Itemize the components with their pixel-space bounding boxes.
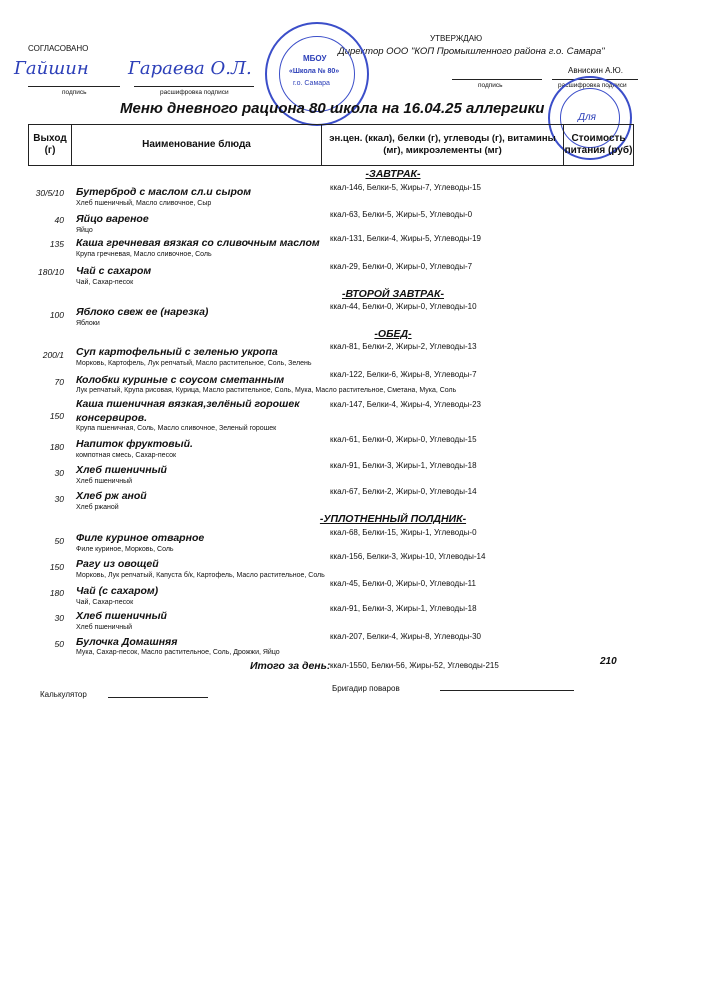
row-dish-name: Чай (с сахаром) xyxy=(76,585,159,597)
signature-line-1 xyxy=(28,86,120,87)
row-dish-name: Хлеб пшеничный xyxy=(76,464,167,476)
row-output: 30 xyxy=(54,494,64,504)
row-dish-name: Хлеб пшеничный xyxy=(76,610,167,622)
row-dish-name: Филе куриное отварное xyxy=(76,532,205,544)
row-ingredients: Лук репчатый, Крупа рисовая, Курица, Масло растительное, Соль, Мука, Масло растительное, Сметана, Мука, Соль xyxy=(76,387,457,394)
director-title: Директор ООО "КОП Промышленного района г.о. Самара" xyxy=(338,46,605,57)
row-output: 50 xyxy=(54,536,64,546)
total-nutrition: ккал-1550, Белки-56, Жиры-52, Углеводы-215 xyxy=(330,661,499,670)
sig-caption-4: расшифровка подписи xyxy=(558,82,627,89)
row-dish-name: Яблоко свеж ее (нарезка) xyxy=(76,306,209,318)
row-ingredients: Хлеб пшеничный xyxy=(76,624,133,631)
row-ingredients: Филе куриное, Морковь, Соль xyxy=(76,546,174,553)
row-nutrition: ккал-91, Белки-3, Жиры-1, Углеводы-18 xyxy=(330,604,477,613)
brigadier-label: Бригадир поваров xyxy=(332,684,400,693)
row-dish-name: Чай с сахаром xyxy=(76,265,152,277)
row-ingredients: Мука, Сахар-песок, Масло растительное, Соль, Дрожжи, Яйцо xyxy=(76,649,280,656)
row-dish-name: Напиток фруктовый. xyxy=(76,438,193,450)
row-nutrition: ккал-61, Белки-0, Жиры-0, Углеводы-15 xyxy=(330,435,477,444)
row-output: 30 xyxy=(54,468,64,478)
row-ingredients: Морковь, Лук репчатый, Капуста б/к, Картофель, Масло растительное, Соль xyxy=(76,572,325,579)
row-output: 150 xyxy=(49,411,64,421)
row-output: 180 xyxy=(49,442,64,452)
stamp-text-4: Для xyxy=(578,112,597,123)
page-title: Меню дневного рациона 80 школа на 16.04.25 аллергики xyxy=(120,100,545,117)
row-dish-name: Колобки куриные с соусом сметанным xyxy=(76,374,285,386)
section-lunch: -ОБЕД- xyxy=(374,328,412,340)
column-header-nutrition: эн.цен. (ккал), белки (г), углеводы (г), витамины (мг), микроэлементы (мг) xyxy=(322,124,564,166)
signature-2: Гараева О.Л. xyxy=(128,58,252,79)
row-ingredients: Хлеб пшеничный xyxy=(76,478,133,485)
row-output: 180 xyxy=(49,588,64,598)
stamp-text-3: г.о. Самара xyxy=(293,80,330,87)
row-output: 50 xyxy=(54,639,64,649)
row-ingredients: Морковь, Картофель, Лук репчатый, Масло растительное, Соль, Зелень xyxy=(76,360,312,367)
column-header-name: Наименование блюда xyxy=(72,124,322,166)
row-dish-name: Суп картофельный с зеленью укропа xyxy=(76,346,278,358)
row-nutrition: ккал-122, Белки-6, Жиры-8, Углеводы-7 xyxy=(330,370,477,379)
total-cost: 210 xyxy=(600,656,617,667)
signature-line-3 xyxy=(452,79,542,80)
signature-line-2 xyxy=(134,86,254,87)
row-ingredients: Хлеб ржаной xyxy=(76,504,119,511)
row-ingredients: Крупа гречневая, Масло сливочное, Соль xyxy=(76,251,212,258)
row-output: 135 xyxy=(49,239,64,249)
row-ingredients: Хлеб пшеничный, Масло сливочное, Сыр xyxy=(76,200,212,207)
section-snack: -УПЛОТНЕННЫЙ ПОЛДНИК- xyxy=(319,513,467,525)
row-nutrition: ккал-68, Белки-15, Жиры-1, Углеводы-0 xyxy=(330,528,477,537)
row-nutrition: ккал-91, Белки-3, Жиры-1, Углеводы-18 xyxy=(330,461,477,470)
row-dish-name-continued: консервиров. xyxy=(76,412,148,424)
row-ingredients: Яйцо xyxy=(76,227,93,234)
row-ingredients: Чай, Сахар-песок xyxy=(76,599,134,606)
row-nutrition: ккал-45, Белки-0, Жиры-0, Углеводы-11 xyxy=(330,579,476,588)
row-dish-name: Бутерброд с маслом сл.и сыром xyxy=(76,186,252,198)
row-output: 180/10 xyxy=(38,267,64,277)
row-output: 30 xyxy=(54,613,64,623)
row-dish-name: Каша пшеничная вязкая,зелёный горошек xyxy=(76,398,300,410)
row-output: 70 xyxy=(54,377,64,387)
row-nutrition: ккал-63, Белки-5, Жиры-5, Углеводы-0 xyxy=(330,210,473,219)
director-name: Авнискин А.Ю. xyxy=(568,66,623,75)
row-nutrition: ккал-156, Белки-3, Жиры-10, Углеводы-14 xyxy=(330,552,486,561)
row-output: 150 xyxy=(49,562,64,572)
row-nutrition: ккал-44, Белки-0, Жиры-0, Углеводы-10 xyxy=(330,302,477,311)
row-nutrition: ккал-81, Белки-2, Жиры-2, Углеводы-13 xyxy=(330,342,477,351)
row-ingredients: Яблоки xyxy=(76,320,100,327)
section-breakfast: -ЗАВТРАК- xyxy=(365,168,421,180)
row-output: 30/5/10 xyxy=(35,188,64,198)
row-ingredients: Чай, Сахар-песок xyxy=(76,279,134,286)
sig-caption-1: подпись xyxy=(62,89,87,96)
row-ingredients: Крупа пшеничная, Соль, Масло сливочное, Зеленый горошек xyxy=(76,425,277,432)
calculator-label: Калькулятор xyxy=(40,690,87,699)
row-dish-name: Булочка Домашняя xyxy=(76,636,178,648)
column-header-out: Выход (г) xyxy=(28,124,72,166)
row-nutrition: ккал-29, Белки-0, Жиры-0, Углеводы-7 xyxy=(330,262,473,271)
row-dish-name: Рагу из овощей xyxy=(76,558,159,570)
approved-label: СОГЛАСОВАНО xyxy=(28,44,89,53)
row-output: 200/1 xyxy=(42,350,64,360)
section-second-breakfast: -ВТОРОЙ ЗАВТРАК- xyxy=(341,288,445,300)
row-dish-name: Яйцо вареное xyxy=(76,213,149,225)
row-nutrition: ккал-146, Белки-5, Жиры-7, Углеводы-15 xyxy=(330,183,481,192)
sig-caption-2: расшифровка подписи xyxy=(160,89,229,96)
column-header-cost: Стоимость питания (руб) xyxy=(564,124,634,166)
row-dish-name: Каша гречневая вязкая со сливочным маслом xyxy=(76,237,320,249)
total-label: Итого за день: xyxy=(250,660,331,672)
brigadier-line xyxy=(440,690,574,691)
row-nutrition: ккал-131, Белки-4, Жиры-5, Углеводы-19 xyxy=(330,234,481,243)
row-nutrition: ккал-147, Белки-4, Жиры-4, Углеводы-23 xyxy=(330,400,481,409)
row-nutrition: ккал-67, Белки-2, Жиры-0, Углеводы-14 xyxy=(330,487,477,496)
row-output: 40 xyxy=(54,215,64,225)
stamp-text-1: МБОУ xyxy=(303,54,327,63)
row-nutrition: ккал-207, Белки-4, Жиры-8, Углеводы-30 xyxy=(330,632,481,641)
row-ingredients: компотная смесь, Сахар-песок xyxy=(76,452,177,459)
calculator-line xyxy=(108,697,208,698)
signature-1: Гайшин xyxy=(14,58,89,79)
approve-label: УТВЕРЖДАЮ xyxy=(430,34,483,43)
row-output: 100 xyxy=(49,310,64,320)
sig-caption-3: подпись xyxy=(478,82,503,89)
row-dish-name: Хлеб рж аной xyxy=(76,490,147,502)
stamp-text-2: «Школа № 80» xyxy=(289,68,340,75)
